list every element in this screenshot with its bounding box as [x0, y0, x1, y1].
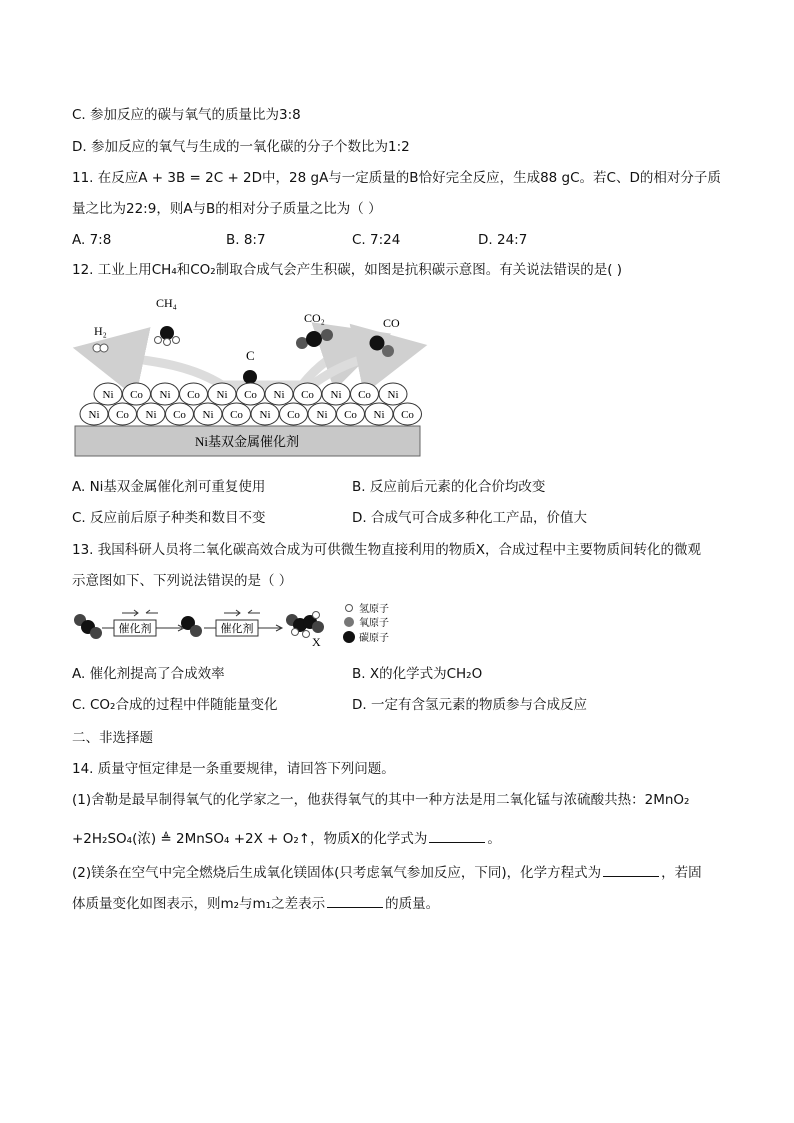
catalyst-atom-label: Ni — [259, 409, 271, 421]
answer-blank[interactable] — [603, 862, 659, 877]
q12-option-c: C. 反应前后原子种类和数目不变 — [72, 510, 266, 526]
svg-text:氧原子: 氧原子 — [359, 618, 389, 629]
q14-stem: 14. 质量守恒定律是一条重要规律，请回答下列问题。 — [72, 761, 395, 777]
q11-option-a: A. 7:8 — [72, 232, 112, 248]
q11-option-b: B. 8:7 — [226, 232, 266, 248]
q10-option-c: C. 参加反应的碳与氧气的质量比为3:8 — [72, 107, 301, 123]
catalyst-atom-label: Ni — [373, 409, 385, 421]
q12-option-b: B. 反应前后元素的化合价均改变 — [352, 479, 546, 495]
co2-molecule — [74, 614, 102, 639]
c-label: C — [246, 348, 255, 363]
ch4-label: CH₄ — [156, 296, 177, 310]
catalyst-atom-label: Co — [130, 389, 143, 401]
q13-stem-line2: 示意图如下、下列说法错误的是（ ） — [72, 573, 293, 589]
q14-part1-line1: (1)舍勒是最早制得氧气的化学家之一，他获得氧气的其中一种方法是用二氧化锰与浓硫酸共热：2MnO₂ — [72, 792, 690, 808]
catalyst-atom-label: Ni — [216, 389, 228, 401]
ch4-molecule — [155, 326, 180, 346]
x-label: X — [312, 635, 321, 649]
q10-option-d: D. 参加反应的氧气与生成的一氧化碳的分子个数比为1:2 — [72, 139, 410, 155]
catalyst-atom-label: Co — [344, 409, 357, 421]
section-heading: 二、非选择题 — [72, 730, 153, 746]
catalyst-atom-label: Ni — [316, 409, 328, 421]
catalyst-atom-label: Ni — [273, 389, 285, 401]
co-label: CO — [383, 316, 400, 330]
co2-molecule — [296, 329, 333, 349]
svg-text:氢原子: 氢原子 — [359, 604, 389, 615]
co2-synthesis-diagram — [72, 600, 402, 650]
catalyst-atom-label: Ni — [387, 389, 399, 401]
h2-molecule — [93, 344, 108, 352]
catalyst-atom-label: Ni — [159, 389, 171, 401]
q13-option-d: D. 一定有含氢元素的物质参与合成反应 — [352, 697, 587, 713]
q14-part1-line2: +2H₂SO₄(浓) ≜ 2MnSO₄ +2X + O₂↑，物质X的化学式为 。 — [72, 828, 501, 849]
q12-stem: 12. 工业上用CH₄和CO₂制取合成气会产生积碳，如图是抗积碳示意图。有关说法错误的是( ) — [72, 262, 623, 278]
svg-text:催化剂: 催化剂 — [220, 623, 254, 635]
q11-stem-line1: 11. 在反应A + 3B = 2C + 2D中，28 gA与一定质量的B恰好完全反应，生成88 gC。若C、D的相对分子质 — [72, 170, 721, 186]
q14-part2-line1: (2)镁条在空气中完全燃烧后生成氧化镁固体(只考虑氧气参加反应，下同)，化学方程式为 ，若固 — [72, 862, 702, 883]
h2-label: H₂ — [94, 324, 107, 338]
answer-blank[interactable] — [429, 828, 485, 843]
q11-option-c: C. 7:24 — [352, 232, 401, 248]
catalyst-atom-label: Co — [187, 389, 200, 401]
catalyst-base-label: Ni基双金属催化剂 — [194, 434, 300, 449]
catalyst-atom-label: Co — [287, 409, 300, 421]
svg-text:碳原子: 碳原子 — [359, 633, 389, 644]
svg-text:催化剂: 催化剂 — [118, 623, 152, 635]
catalyst-atom-label: Ni — [145, 409, 157, 421]
q11-stem-line2: 量之比为22:9，则A与B的相对分子质量之比为（ ） — [72, 201, 382, 217]
catalyst-atom-label: Co — [116, 409, 129, 421]
co2-label: CO₂ — [304, 311, 325, 325]
catalyst-atom-label: Co — [358, 389, 371, 401]
catalyst-atom-label: Co — [301, 389, 314, 401]
q13-option-a: A. 催化剂提高了合成效率 — [72, 666, 225, 682]
q13-stem-line1: 13. 我国科研人员将二氧化碳高效合成为可供微生物直接利用的物质X，合成过程中主要物质间转化的微观 — [72, 542, 702, 558]
atom-legend — [343, 602, 389, 644]
q13-option-b: B. X的化学式为CH₂O — [352, 666, 483, 682]
q12-option-a: A. Ni基双金属催化剂可重复使用 — [72, 479, 266, 495]
q14-part2-line2: 体质量变化如图表示，则m₂与m₁之差表示 的质量。 — [72, 893, 439, 914]
co-molecule — [181, 616, 202, 637]
catalyst-atom-label: Co — [230, 409, 243, 421]
catalyst-atoms — [80, 383, 422, 425]
carbon-atom — [243, 370, 257, 384]
catalyst-atom-label: Ni — [88, 409, 100, 421]
catalyst-atom-label: Co — [401, 409, 414, 421]
answer-blank[interactable] — [327, 893, 383, 908]
q13-option-c: C. CO₂合成的过程中伴随能量变化 — [72, 697, 278, 713]
catalyst-atom-label: Co — [173, 409, 186, 421]
anti-carbon-diagram — [72, 290, 432, 462]
q12-option-d: D. 合成气可合成多种化工产品，价值大 — [352, 510, 587, 526]
q11-option-d: D. 24:7 — [478, 232, 528, 248]
catalyst-atom-label: Co — [244, 389, 257, 401]
catalyst-atom-label: Ni — [330, 389, 342, 401]
x-molecule — [286, 612, 324, 638]
catalyst-atom-label: Ni — [102, 389, 114, 401]
catalyst-atom-label: Ni — [202, 409, 214, 421]
